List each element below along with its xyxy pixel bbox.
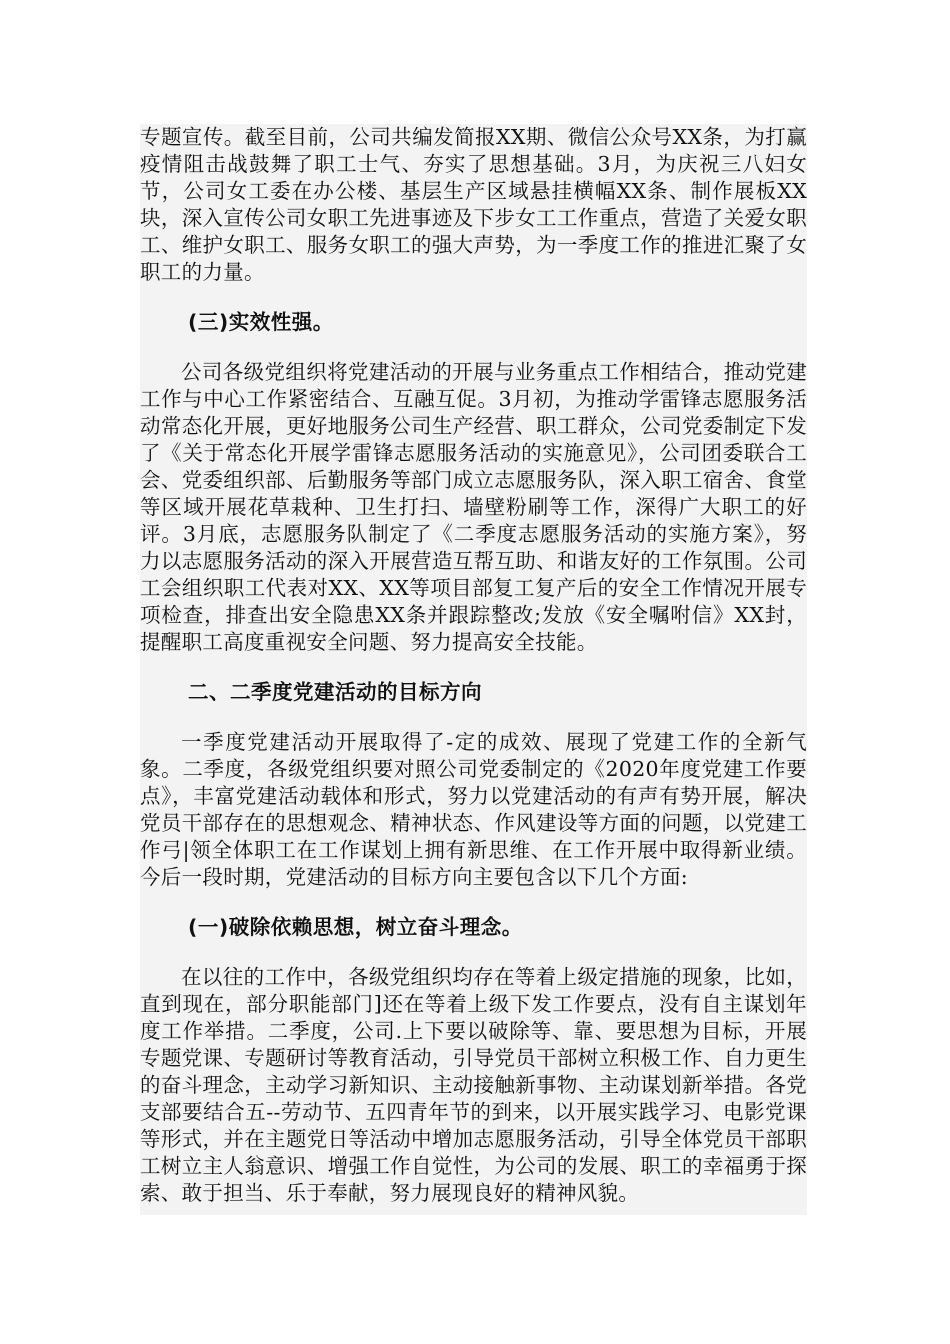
heading-effectiveness: (三)实效性强。 [188, 310, 334, 334]
paragraph-break-dependency: 在以往的工作中，各级党组织均存在等着上级定措施的现象，比如，直到现在，部分职能部门]还在等着上级下发工作要点，没有自主谋划年度工作举措。二季度，公司.上下要以破除等、靠、要思想为目标，开展专题党课、专题研讨等教育活动，引导党员干部树立积极工作、自力更生的奋斗理念，主动学习新知识、主动接触新事物、主动谋划新举措。各党支部要结合五--劳动节、五四青年节的到来，以开展实践学习、电影党课等形式，并在主题党日等活动中增加志愿服务活动，引导全体党员干部职工树立主人翁意识、增强工作自觉性，为公司的发展、职工的幸福勇于探索、敢于担当、乐于奉献，努力展现良好的精神风貌。 [140, 965, 807, 1205]
document-body [140, 124, 807, 1215]
paragraph-q2-goals: 一季度党建活动开展取得了-定的成效、展现了党建工作的全新气象。二季度，各级党组织要对照公司党委制定的《2020年度党建工作要点》，丰富党建活动载体和形式，努力以党建活动的有声有势开展，解决党员干部存在的思想观念、精神状态、作风建设等方面的问题，以党建工作弓|领全体职工在工作谋划上拥有新思维、在工作开展中取得新业绩。今后一段时期，党建活动的目标方向主要包含以下几个方面: [140, 730, 807, 889]
heading-break-dependency: (一)破除依赖思想，树立奋斗理念。 [188, 915, 523, 939]
paragraph-promotion: 专题宣传。截至目前，公司共编发简报XX期、微信公众号XX条，为打赢疫情阻击战鼓舞了职工士气、夯实了思想基础。3月，为庆祝三八妇女节，公司女工委在办公楼、基层生产区域悬挂横幅XX条、制作展板XX块，深入宣传公司女职工先进事迹及下步女工工作重点，营造了关爱女职工、维护女职工、服务女职工的强大声势，为一季度工作的推进汇聚了女职工的力量。 [140, 125, 807, 284]
heading-q2-goals: 二、二季度党建活动的目标方向 [188, 680, 482, 704]
paragraph-effectiveness: 公司各级党组织将党建活动的开展与业务重点工作相结合，推动党建工作与中心工作紧密结合、互融互促。3月初，为推动学雷锋志愿服务活动常态化开展，更好地服务公司生产经营、职工群众，公司党委制定下发了《关于常态化开展学雷锋志愿服务活动的实施意见》，公司团委联合工会、党委组织部、后勤服务等部门成立志愿服务队，深入职工宿舍、食堂等区域开展花草栽种、卫生打扫、墙壁粉刷等工作，深得广大职工的好评。3月底，志愿服务队制定了《二季度志愿服务活动的实施方案》，努力以志愿服务活动的深入开展营造互帮互助、和谐友好的工作氛围。公司工会组织职工代表对XX、XX等项目部复工复产后的安全工作情况开展专项检查，排查出安全隐患XX条并跟踪整改;发放《安全嘱咐信》XX封，提醒职工高度重视安全问题、努力提高安全技能。 [140, 360, 807, 654]
